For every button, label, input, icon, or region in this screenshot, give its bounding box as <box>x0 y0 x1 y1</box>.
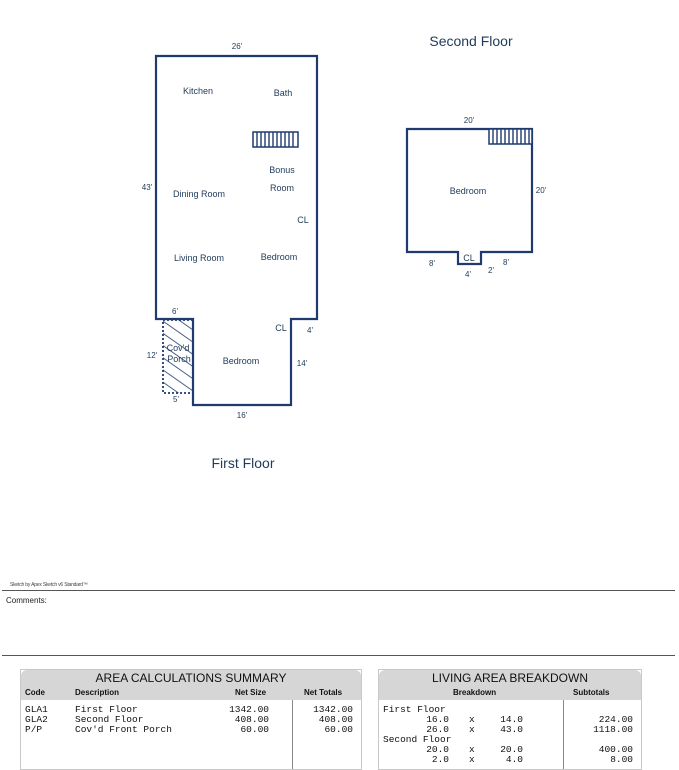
table-row <box>379 755 641 765</box>
column-header-breakdown: Breakdown <box>453 688 497 697</box>
cell-net-size: 408.00 <box>234 714 269 725</box>
room-label-porch: Porch <box>167 354 191 364</box>
dimension-label: 8' <box>503 258 509 267</box>
living-area-header <box>379 686 641 700</box>
living-area-rows <box>379 700 641 765</box>
room-label-bedroom: Bedroom <box>222 356 260 366</box>
cell-code: P/P <box>25 724 43 735</box>
cell-times: x <box>469 714 475 725</box>
cell-dimension-a: 20.0 <box>426 744 449 755</box>
dimension-label: 4' <box>465 270 471 279</box>
dimension-label: 6' <box>172 307 178 316</box>
living-area-panel <box>378 669 642 770</box>
dimension-label: 26' <box>231 42 243 51</box>
area-summary-rows <box>21 700 361 735</box>
area-summary-panel <box>20 669 362 770</box>
cell-dimension-a: 2.0 <box>431 754 449 765</box>
room-label-living-room: Living Room <box>173 253 225 263</box>
room-label-bonus-room: Room <box>269 183 295 193</box>
divider <box>2 655 675 656</box>
cell-dimension-b: 20.0 <box>500 744 523 755</box>
cell-net-total: 60.00 <box>324 724 353 735</box>
table-row <box>21 705 361 715</box>
dimension-label: 16' <box>236 411 248 420</box>
room-label-bedroom: Bedroom <box>260 252 298 262</box>
dimension-label: 12' <box>146 351 158 360</box>
living-area-title: LIVING AREA BREAKDOWN <box>379 670 641 686</box>
room-label-bath: Bath <box>273 88 293 98</box>
cell-dimension-b: 43.0 <box>500 724 523 735</box>
cell-code: GLA2 <box>25 714 48 725</box>
cell-description: Second Floor <box>75 714 144 725</box>
table-row <box>21 715 361 725</box>
room-label-porch: Cov'd <box>166 343 190 353</box>
dimension-label: 20' <box>463 116 475 125</box>
second-floor-walls <box>407 129 532 264</box>
cell-dimension-b: 4.0 <box>505 754 523 765</box>
area-summary-header <box>21 686 361 700</box>
column-header-subtotals: Subtotals <box>573 688 610 697</box>
area-summary-title: AREA CALCULATIONS SUMMARY <box>21 670 361 686</box>
cell-net-total: 408.00 <box>318 714 353 725</box>
cell-description: First Floor <box>75 704 138 715</box>
second-floor-title: Second Floor <box>429 33 513 49</box>
room-label-closet-upstairs: CL <box>463 253 475 263</box>
cell-times: x <box>469 744 475 755</box>
column-header-net-totals: Net Totals <box>304 688 343 697</box>
dimension-label: 14' <box>296 359 308 368</box>
cell-dimension-b: 14.0 <box>500 714 523 725</box>
dimension-label: 43' <box>141 183 153 192</box>
room-label-bedroom-upstairs: Bedroom <box>449 186 487 196</box>
comments-label: Comments: <box>6 596 47 605</box>
room-label-dining-room: Dining Room <box>172 189 226 199</box>
table-row <box>21 725 361 735</box>
dimension-label: 8' <box>429 259 435 268</box>
column-header-description: Description <box>75 688 120 697</box>
cell-section: First Floor <box>383 704 446 715</box>
dimension-label: 20' <box>535 186 547 195</box>
cell-net-size: 1342.00 <box>229 704 269 715</box>
cell-times: x <box>469 724 475 735</box>
cell-dimension-a: 26.0 <box>426 724 449 735</box>
cell-subtotal: 400.00 <box>598 744 633 755</box>
cell-subtotal: 224.00 <box>598 714 633 725</box>
dimension-label: 5' <box>173 395 179 404</box>
dimension-label: 4' <box>307 326 313 335</box>
column-header-net-size: Net Size <box>235 688 267 697</box>
cell-times: x <box>469 754 475 765</box>
cell-subtotal: 8.00 <box>610 754 633 765</box>
divider <box>2 590 675 591</box>
room-label-closet: CL <box>297 215 309 225</box>
column-header-code: Code <box>25 688 45 697</box>
room-label-closet: CL <box>275 323 287 333</box>
room-label-kitchen: Kitchen <box>182 86 214 96</box>
cell-section: Second Floor <box>383 734 452 745</box>
dimension-label: 2' <box>488 266 494 275</box>
cell-dimension-a: 16.0 <box>426 714 449 725</box>
room-label-bonus: Bonus <box>269 165 295 175</box>
cell-code: GLA1 <box>25 704 48 715</box>
first-floor-title: First Floor <box>211 455 275 471</box>
sketch-credit: Sketch by Apex Sketch v6 Standard™ <box>10 582 88 588</box>
cell-net-size: 60.00 <box>240 724 269 735</box>
cell-net-total: 1342.00 <box>313 704 353 715</box>
stairs-first-floor <box>253 132 298 147</box>
stairs-second-floor <box>489 129 532 144</box>
cell-description: Cov'd Front Porch <box>75 724 172 735</box>
cell-subtotal: 1118.00 <box>593 724 633 735</box>
